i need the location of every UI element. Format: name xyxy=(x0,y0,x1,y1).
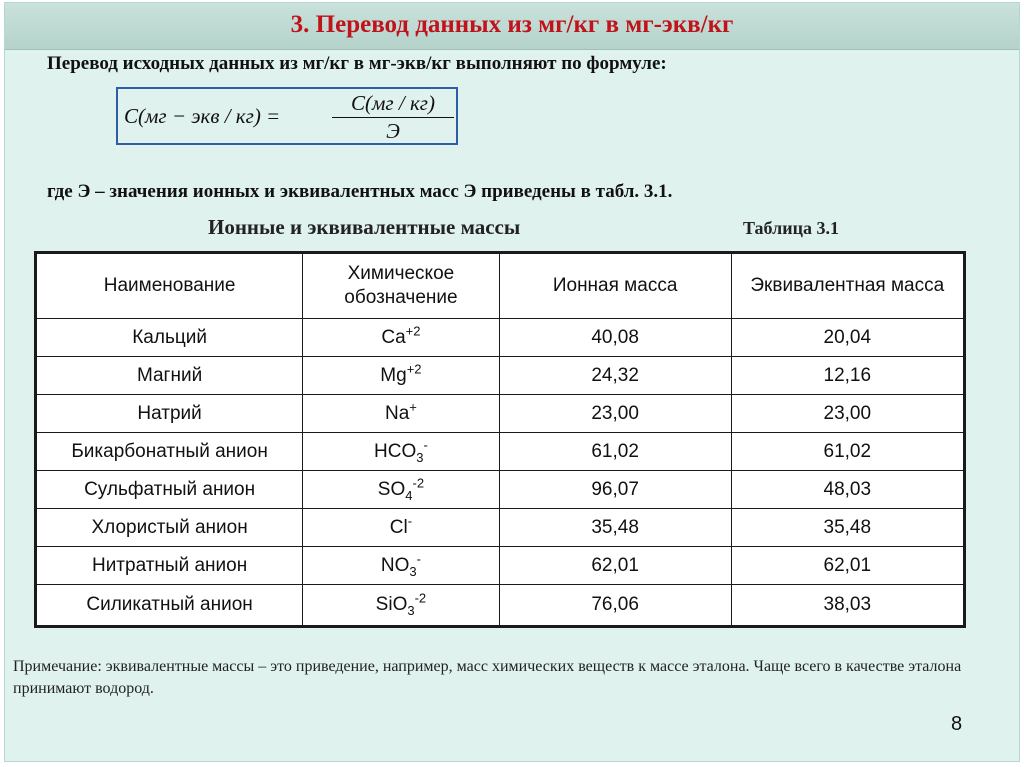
formula-numerator: C(мг / кг) xyxy=(332,91,454,118)
cell-name: Натрий xyxy=(36,395,303,433)
formula-subscript: 3 xyxy=(416,449,424,465)
where-text: где Э – значения ионных и эквивалентных масс Э приведены в табл. 3.1. xyxy=(47,181,673,202)
formula-charge: -2 xyxy=(414,590,427,606)
formula-subscript: 3 xyxy=(409,563,417,579)
formula-charge: -2 xyxy=(412,475,425,491)
cell-name: Силикатный анион xyxy=(36,585,303,627)
intro-text: Перевод исходных данных из мг/кг в мг-экв/кг выполняют по формуле: xyxy=(47,53,667,74)
title-bar xyxy=(5,3,1019,50)
cell-formula xyxy=(303,395,499,433)
cell-name: Сульфатный анион xyxy=(36,471,303,509)
formula-charge: - xyxy=(416,551,421,567)
formula-fraction xyxy=(332,91,454,144)
cell-equivalent-mass: 35,48 xyxy=(731,509,964,547)
cell-equivalent-mass: 62,01 xyxy=(731,547,964,585)
table-row xyxy=(36,471,965,509)
cell-ionic-mass: 76,06 xyxy=(499,585,731,627)
table-number-label: Таблица 3.1 xyxy=(743,218,839,238)
page-number: 8 xyxy=(951,713,963,735)
header-ionic-mass: Ионная масса xyxy=(499,253,731,319)
cell-ionic-mass: 24,32 xyxy=(499,357,731,395)
formula-base: Mg xyxy=(380,364,407,386)
formula-base: SO xyxy=(377,478,406,500)
table-row xyxy=(36,357,965,395)
cell-ionic-mass: 61,02 xyxy=(499,433,731,471)
cell-name: Магний xyxy=(36,357,303,395)
cell-formula xyxy=(303,471,499,509)
table-header-row xyxy=(36,253,965,319)
cell-equivalent-mass: 23,00 xyxy=(731,395,964,433)
header-equivalent-mass: Эквивалентная масса xyxy=(731,253,964,319)
formula-charge: - xyxy=(423,437,428,453)
masses-table xyxy=(34,251,966,628)
formula-base: HCO xyxy=(374,440,417,462)
cell-formula xyxy=(303,585,499,627)
formula-base: Na xyxy=(384,402,410,424)
cell-name: Бикарбонатный анион xyxy=(36,433,303,471)
table-row xyxy=(36,585,965,627)
table-row xyxy=(36,319,965,357)
cell-formula xyxy=(303,547,499,585)
cell-equivalent-mass: 12,16 xyxy=(731,357,964,395)
cell-formula xyxy=(303,319,499,357)
table-row xyxy=(36,547,965,585)
cell-formula xyxy=(303,357,499,395)
cell-formula xyxy=(303,509,499,547)
formula-box xyxy=(116,87,458,145)
formula-lhs: C(мг − экв / кг) = xyxy=(124,104,281,128)
cell-ionic-mass: 40,08 xyxy=(499,319,731,357)
formula-base: Cl xyxy=(389,516,408,538)
table-row xyxy=(36,433,965,471)
note-text: Примечание: эквивалентные массы – это приведение, например, масс химических веществ к массе эталона. Чаще всего в качестве эталона принимают водород. xyxy=(13,658,962,697)
formula-base: SiO xyxy=(375,594,408,615)
formula-base: NO xyxy=(380,554,410,576)
formula-charge: +2 xyxy=(405,323,421,339)
table-body xyxy=(36,319,965,627)
formula-charge: + xyxy=(409,399,417,415)
formula-subscript: 3 xyxy=(407,602,415,618)
cell-ionic-mass: 96,07 xyxy=(499,471,731,509)
cell-equivalent-mass: 20,04 xyxy=(731,319,964,357)
cell-name: Кальций xyxy=(36,319,303,357)
slide-title: 3. Перевод данных из мг/кг в мг-экв/кг xyxy=(290,11,734,38)
cell-ionic-mass: 62,01 xyxy=(499,547,731,585)
cell-ionic-mass: 35,48 xyxy=(499,509,731,547)
cell-equivalent-mass: 48,03 xyxy=(731,471,964,509)
cell-equivalent-mass: 38,03 xyxy=(731,585,964,627)
cell-name: Хлористый анион xyxy=(36,509,303,547)
cell-name: Нитратный анион xyxy=(36,547,303,585)
table-row xyxy=(36,395,965,433)
header-formula: Химическое обозначение xyxy=(303,253,499,319)
formula-denominator: Э xyxy=(386,119,400,143)
cell-formula xyxy=(303,433,499,471)
table-row xyxy=(36,509,965,547)
formula-charge: - xyxy=(407,513,413,529)
header-name: Наименование xyxy=(36,253,303,319)
formula-subscript: 4 xyxy=(405,487,413,503)
formula-base: Ca xyxy=(381,326,406,348)
formula-charge: +2 xyxy=(406,361,422,377)
cell-equivalent-mass: 61,02 xyxy=(731,433,964,471)
cell-ionic-mass: 23,00 xyxy=(499,395,731,433)
table-caption: Ионные и эквивалентные массы xyxy=(208,215,521,239)
